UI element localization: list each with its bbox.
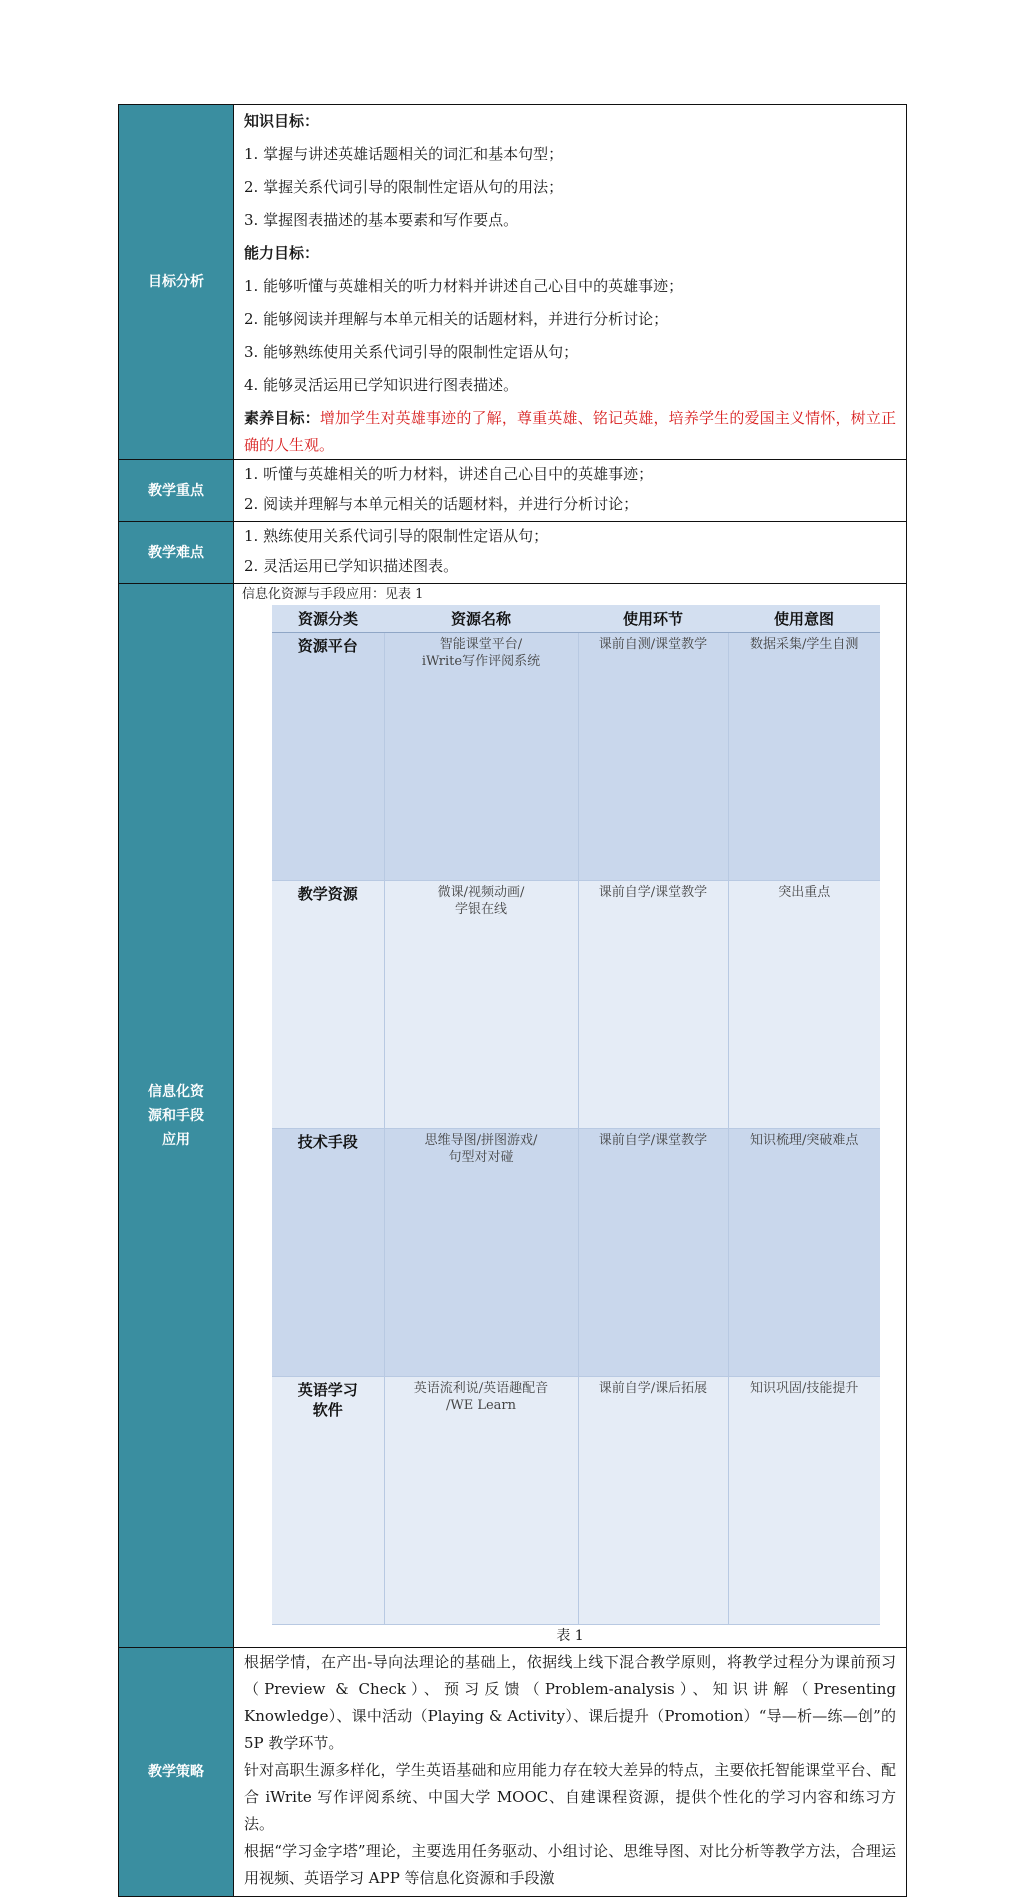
goal-label: 目标分析: [119, 105, 234, 460]
ability-item: 4. 能够灵活运用已学知识进行图表描述。: [244, 376, 519, 394]
resource-name: 英语流利说/英语趣配音 /WE Learn: [384, 1377, 578, 1625]
resource-purpose: 知识巩固/技能提升: [728, 1377, 880, 1625]
ability-item: 2. 能够阅读并理解与本单元相关的话题材料，并进行分析讨论；: [244, 310, 669, 328]
table-caption: 表 1: [556, 1628, 584, 1644]
resource-stage: 课前自学/课堂教学: [578, 1129, 728, 1377]
goal-row: [119, 105, 907, 460]
difficulties-row: [119, 522, 907, 584]
resource-row: [272, 1377, 880, 1625]
strategy-label: 教学策略: [119, 1648, 234, 1897]
knowledge-item: 3. 掌握图表描述的基本要素和写作要点。: [244, 211, 519, 229]
resource-header-cell: 资源分类: [272, 605, 384, 633]
knowledge-item: 1. 掌握与讲述英雄话题相关的词汇和基本句型；: [244, 145, 564, 163]
difficulty-item: 1. 熟练使用关系代词引导的限制性定语从句；: [244, 527, 549, 545]
resource-row: [272, 1129, 880, 1377]
ability-item: 1. 能够听懂与英雄相关的听力材料并讲述自己心目中的英雄事迹；: [244, 277, 684, 295]
document-page: [118, 104, 907, 1897]
difficulties-content: [234, 522, 907, 584]
key-points-label: 教学重点: [119, 460, 234, 522]
key-point-item: 1. 听懂与英雄相关的听力材料，讲述自己心目中的英雄事迹；: [244, 465, 654, 483]
info-label-line: 信息化资: [148, 1083, 204, 1100]
resource-row: [272, 881, 880, 1129]
ability-item: 3. 能够熟练使用关系代词引导的限制性定语从句；: [244, 343, 579, 361]
knowledge-title: 知识目标：: [244, 112, 320, 130]
difficulties-label: 教学难点: [119, 522, 234, 584]
info-label-line: 应用: [162, 1131, 190, 1148]
info-label: [119, 584, 234, 1648]
strategy-row: [119, 1648, 907, 1897]
resource-category: 英语学习 软件: [272, 1377, 384, 1625]
key-point-item: 2. 阅读并理解与本单元相关的话题材料，并进行分析讨论；: [244, 495, 639, 513]
resource-stage: 课前自学/课堂教学: [578, 881, 728, 1129]
resource-header-cell: 使用意图: [728, 605, 880, 633]
resource-table: [272, 605, 880, 1625]
lesson-plan-table: [118, 104, 907, 1897]
resource-category: 教学资源: [272, 881, 384, 1129]
goal-content: [234, 105, 907, 460]
resource-name: 思维导图/拼图游戏/ 句型对对碰: [384, 1129, 578, 1377]
difficulty-item: 2. 灵活运用已学知识描述图表。: [244, 557, 459, 575]
quality-goal: [244, 405, 896, 459]
resource-name: 微课/视频动画/ 学银在线: [384, 881, 578, 1129]
resource-purpose: 突出重点: [728, 881, 880, 1129]
strategy-content: [234, 1648, 907, 1897]
resource-name: 智能课堂平台/ iWrite写作评阅系统: [384, 633, 578, 881]
info-label-line: 源和手段: [148, 1107, 204, 1124]
strategy-paragraph: 根据学情，在产出-导向法理论的基础上，依据线上线下混合教学原则，将教学过程分为课前预习（Preview & Check）、预习反馈（Problem-analysis）、知识讲解（Presenting Knowledge）、课中活动（Playing & Activity）、课后提升（Promotion）“导—析—练—创”的 5P 教学环节。: [244, 1653, 896, 1752]
key-points-row: [119, 460, 907, 522]
quality-title: 素养目标：: [244, 409, 320, 427]
resource-category: 技术手段: [272, 1129, 384, 1377]
info-caption: 信息化资源与手段应用：见表 1: [242, 587, 424, 602]
resource-header-cell: 资源名称: [384, 605, 578, 633]
ability-title: 能力目标：: [244, 244, 320, 262]
info-row: [119, 584, 907, 1648]
resource-row: [272, 633, 880, 881]
resource-table-header: [272, 605, 880, 633]
resource-header-cell: 使用环节: [578, 605, 728, 633]
key-points-content: [234, 460, 907, 522]
resource-category: 资源平台: [272, 633, 384, 881]
resource-stage: 课前自学/课后拓展: [578, 1377, 728, 1625]
knowledge-item: 2. 掌握关系代词引导的限制性定语从句的用法；: [244, 178, 564, 196]
info-content: [234, 584, 907, 1648]
resource-purpose: 数据采集/学生自测: [728, 633, 880, 881]
strategy-paragraph: 根据“学习金字塔”理论，主要选用任务驱动、小组讨论、思维导图、对比分析等教学方法，合理运用视频、英语学习 APP 等信息化资源和手段激: [244, 1842, 896, 1887]
quality-text: 增加学生对英雄事迹的了解，尊重英雄、铭记英雄，培养学生的爱国主义情怀，树立正确的人生观。: [244, 409, 896, 454]
resource-stage: 课前自测/课堂教学: [578, 633, 728, 881]
resource-purpose: 知识梳理/突破难点: [728, 1129, 880, 1377]
strategy-paragraph: 针对高职生源多样化，学生英语基础和应用能力存在较大差异的特点，主要依托智能课堂平台、配合 iWrite 写作评阅系统、中国大学 MOOC、自建课程资源，提供个性化的学习内容和练习方法。: [244, 1761, 896, 1833]
